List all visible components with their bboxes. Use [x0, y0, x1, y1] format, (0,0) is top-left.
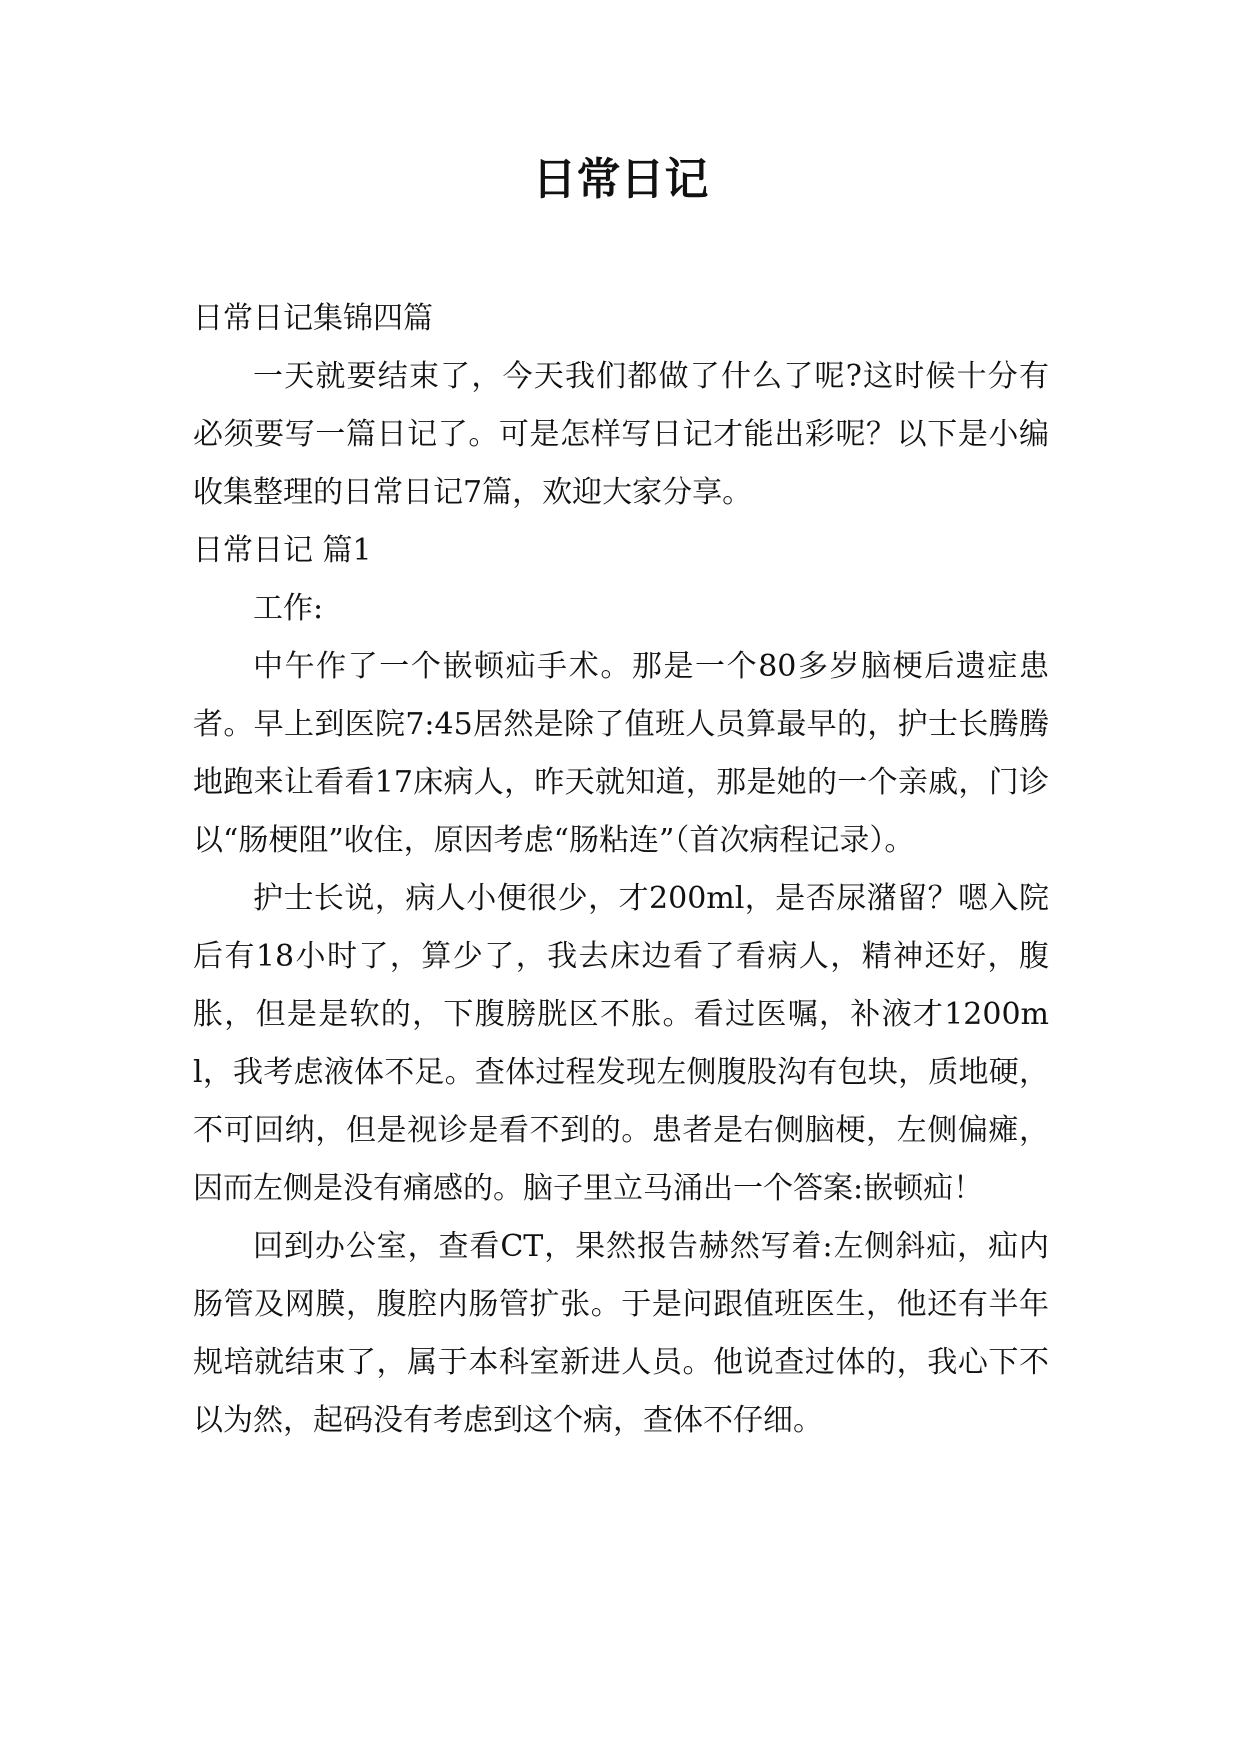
- body-paragraph: 工作:: [253, 591, 324, 626]
- document-title: 日常日记: [532, 154, 709, 205]
- body-paragraph: 中午作了一个嵌顿疝手术。那是一个80多岁脑梗后遗症患者。早上到医院7:45居然是除了值班人员算最早的，护士长腾腾地跑来让看看17床病人，昨天就知道，那是她的一个亲戚，门诊以“肠梗阻”收住，原因考虑“肠粘连”（首次病程记录）。: [193, 649, 1049, 858]
- body-paragraph: 回到办公室，查看CT，果然报告赫然写着:左侧斜疝，疝内肠管及网膜，腹腔内肠管扩张。于是问跟值班医生，他还有半年规培就结束了，属于本科室新进人员。他说查过体的，我心下不以为然，起码没有考虑到这个病，查体不仔细。: [193, 1229, 1049, 1438]
- section-heading: 日常日记 篇1: [193, 533, 372, 568]
- intro-paragraph: 一天就要结束了，今天我们都做了什么了呢?这时候十分有必须要写一篇日记了。可是怎样写日记才能出彩呢？以下是小编收集整理的日常日记7篇，欢迎大家分享。: [193, 359, 1049, 510]
- document-body: [193, 290, 1049, 1450]
- body-paragraph: 护士长说，病人小便很少，才200ml，是否尿潴留？嗯入院后有18小时了，算少了，我去床边看了看病人，精神还好，腹胀，但是是软的，下腹膀胱区不胀。看过医嘱，补液才1200ml，我考虑液体不足。查体过程发现左侧腹股沟有包块，质地硬，不可回纳，但是视诊是看不到的。患者是右侧脑梗，左侧偏瘫，因而左侧是没有痛感的。脑子里立马涌出一个答案:嵌顿疝！: [193, 881, 1049, 1206]
- collection-subtitle: 日常日记集锦四篇: [193, 301, 433, 336]
